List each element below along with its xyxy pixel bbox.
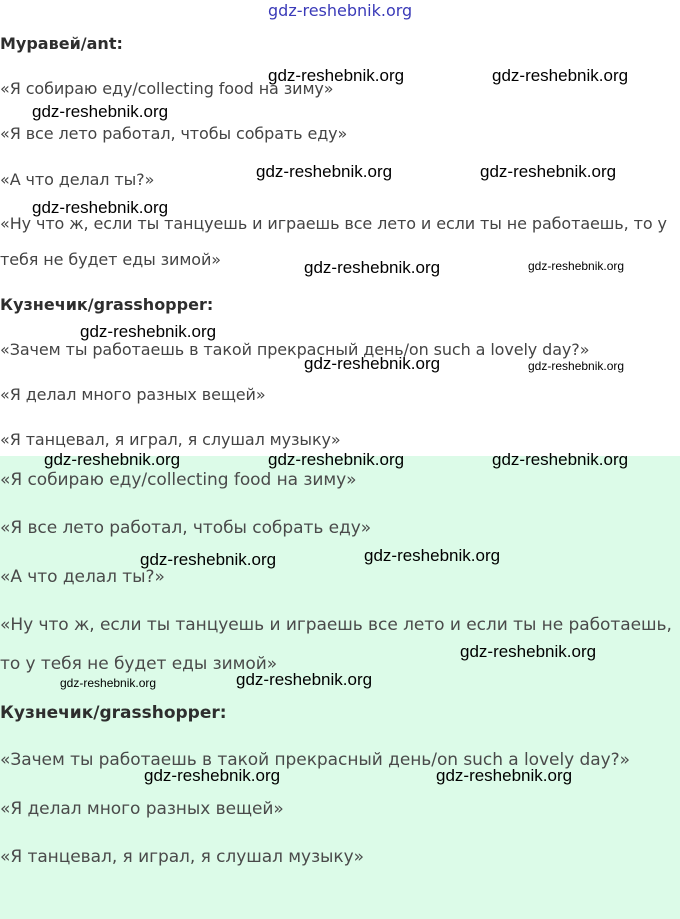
ant-line-1: «Я собираю еду/collecting food на зиму» (0, 79, 334, 98)
ant-line-3: «А что делал ты?» (0, 170, 155, 189)
watermark: gdz-reshebnik.org (80, 322, 217, 341)
grasshopper-line-3-highlighted: «Я танцевал, я играл, я слушал музыку» (0, 847, 365, 867)
watermark: gdz-reshebnik.org (44, 450, 181, 469)
grasshopper-line-1: «Зачем ты работаешь в такой прекрасный день/on such a lovely day?» (0, 340, 590, 359)
watermark: gdz-reshebnik.org (528, 359, 625, 373)
ant-heading: Муравей/ant: (0, 34, 123, 53)
ant-line-2: «Я все лето работал, чтобы собрать еду» (0, 124, 348, 143)
grasshopper-line-1-highlighted: «Зачем ты работаешь в такой прекрасный день/on such a lovely day?» (0, 750, 630, 770)
watermark: gdz-reshebnik.org (140, 550, 277, 569)
grasshopper-heading: Кузнечик/grasshopper: (0, 295, 214, 314)
watermark: gdz-reshebnik.org (304, 354, 441, 373)
watermark: gdz-reshebnik.org (268, 66, 405, 85)
watermark: gdz-reshebnik.org (256, 162, 393, 181)
watermark: gdz-reshebnik.org (436, 766, 573, 785)
grasshopper-line-3: «Я танцевал, я играл, я слушал музыку» (0, 430, 341, 449)
ant-line-1-highlighted: «Я собираю еду/collecting food на зиму» (0, 470, 357, 490)
watermark: gdz-reshebnik.org (528, 259, 625, 273)
ant-line-5-highlighted: то у тебя не будет еды зимой» (0, 654, 278, 674)
grasshopper-line-2-highlighted: «Я делал много разных вещей» (0, 799, 284, 819)
watermark: gdz-reshebnik.org (460, 642, 597, 661)
watermark: gdz-reshebnik.org (492, 66, 629, 85)
ant-line-4-highlighted: «Ну что ж, если ты танцуешь и играешь все лето и если ты не работаешь, (0, 615, 672, 635)
ant-line-2-highlighted: «Я все лето работал, чтобы собрать еду» (0, 518, 372, 538)
watermark: gdz-reshebnik.org (492, 450, 629, 469)
watermark: gdz-reshebnik.org (144, 766, 281, 785)
watermark: gdz-reshebnik.org (60, 676, 157, 690)
grasshopper-heading-highlighted: Кузнечик/grasshopper: (0, 703, 227, 723)
ant-line-3-highlighted: «А что делал ты?» (0, 567, 165, 587)
site-header-link[interactable]: gdz-reshebnik.org (268, 1, 413, 20)
watermark: gdz-reshebnik.org (480, 162, 617, 181)
ant-line-4: «Ну что ж, если ты танцуешь и играешь все лето и если ты не работаешь, то у (0, 214, 667, 233)
watermark: gdz-reshebnik.org (32, 102, 169, 121)
ant-line-5: тебя не будет еды зимой» (0, 250, 221, 269)
watermark: gdz-reshebnik.org (268, 450, 405, 469)
watermark: gdz-reshebnik.org (32, 198, 169, 217)
watermark: gdz-reshebnik.org (304, 258, 441, 277)
watermark: gdz-reshebnik.org (236, 670, 373, 689)
watermark: gdz-reshebnik.org (364, 546, 501, 565)
grasshopper-line-2: «Я делал много разных вещей» (0, 385, 266, 404)
